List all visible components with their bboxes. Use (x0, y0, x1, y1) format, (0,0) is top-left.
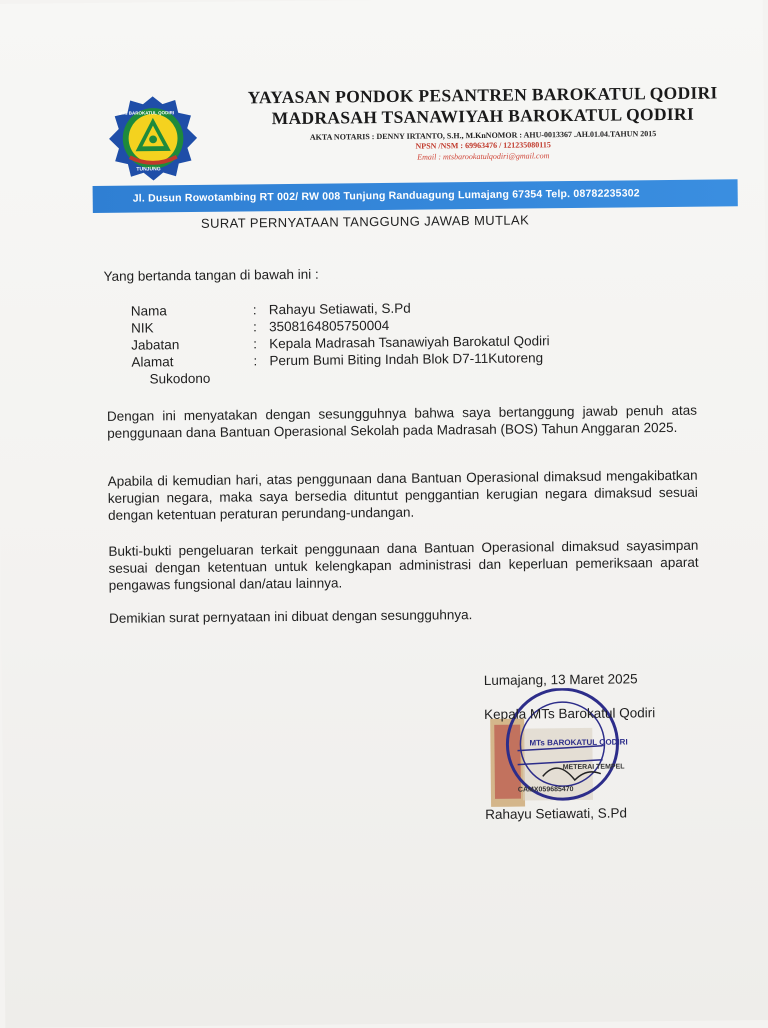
identity-value: Rahayu Setiawati, S.Pd (268, 300, 411, 318)
meterai-label: METERAI TEMPEL (562, 763, 625, 772)
identity-sep: : (253, 353, 258, 369)
address-bar: Jl. Dusun Rowotambing RT 002/ RW 008 Tunjung Randuagung Lumajang 67354 Telp. 08782235302 (93, 179, 738, 213)
npsn-info: NPSN /NSM : 69963476 / 121235080115 (415, 140, 551, 151)
signature-role: Kepala MTs Barokatul Qodiri (484, 705, 656, 722)
address-continuation: Sukodono (149, 370, 211, 387)
paragraph-evidence: Bukti-bukti pengeluaran terkait penggunaan dana Bantuan Operasional dimaksud sayasimpan sesuai dengan ketentuan untuk kelengkapan administrasi dan keperluan pemeriksaan aparat pengawas fungsional dan/atau lainnya. (108, 537, 699, 593)
identity-key: Nama (130, 303, 167, 319)
email-info: Email : mtsbarookatulqodiri@gmail.com (417, 151, 550, 162)
signature-place-date: Lumajang, 13 Maret 2025 (483, 671, 638, 688)
paragraph-closing: Demikian surat pernyataan ini dibuat dengan sesungguhnya. (109, 607, 473, 626)
identity-table (131, 298, 550, 387)
identity-sep: : (252, 319, 257, 335)
logo-bottom-label: TUNJUNG (136, 166, 161, 173)
identity-value: 3508164805750004 (268, 317, 390, 335)
identity-value: Kepala Madrasah Tsanawiyah Barokatul Qodiri (269, 333, 550, 352)
identity-key: Alamat (131, 354, 174, 370)
paragraph-liability: Apabila di kemudian hari, atas penggunaan dana Bantuan Operasional dimaksud mengakibatkan kerugian negara, maka saya bersedia dituntut penggantian kerugian negara dimaksud sesuai dengan ketentuan peraturan perundang-undangan. (107, 467, 698, 523)
meterai-serial: CAMX059685470 (517, 786, 574, 794)
identity-sep: : (253, 336, 258, 352)
document-title: SURAT PERNYATAAN TANGGUNG JAWAB MUTLAK (200, 212, 530, 231)
identity-key: NIK (130, 320, 154, 336)
intro-text: Yang bertanda tangan di bawah ini : (103, 266, 319, 284)
letterhead (218, 82, 749, 165)
paragraph-responsibility: Dengan ini menyatakan dengan sesungguhnya bahwa saya bertanggung jawab penuh atas penggunaan dana Bantuan Operasional Sekolah pada Madrasah (BOS) Tahun Anggaran 2025. (106, 402, 698, 441)
stamp-text: MTs BAROKATUL QODIRI (529, 737, 628, 748)
foundation-name: YAYASAN PONDOK PESANTREN BAROKATUL QODIRI (247, 82, 718, 108)
logo-ring-label: MTs BAROKATUL QODIRI (118, 110, 175, 116)
signature-name: Rahayu Setiawati, S.Pd (485, 805, 628, 822)
identity-value: Perum Bumi Biting Indah Blok D7-11Kutoreng (269, 350, 544, 369)
identity-key: Jabatan (131, 337, 180, 353)
notary-info: AKTA NOTARIS : DENNY IRTANTO, S.H., M.KnNOMOR : AHU-0013367 .AH.01.04.TAHUN 2015 (309, 129, 657, 142)
school-name: MADRASAH TSANAWIYAH BAROKATUL QODIRI (271, 103, 695, 129)
identity-sep: : (252, 302, 257, 318)
